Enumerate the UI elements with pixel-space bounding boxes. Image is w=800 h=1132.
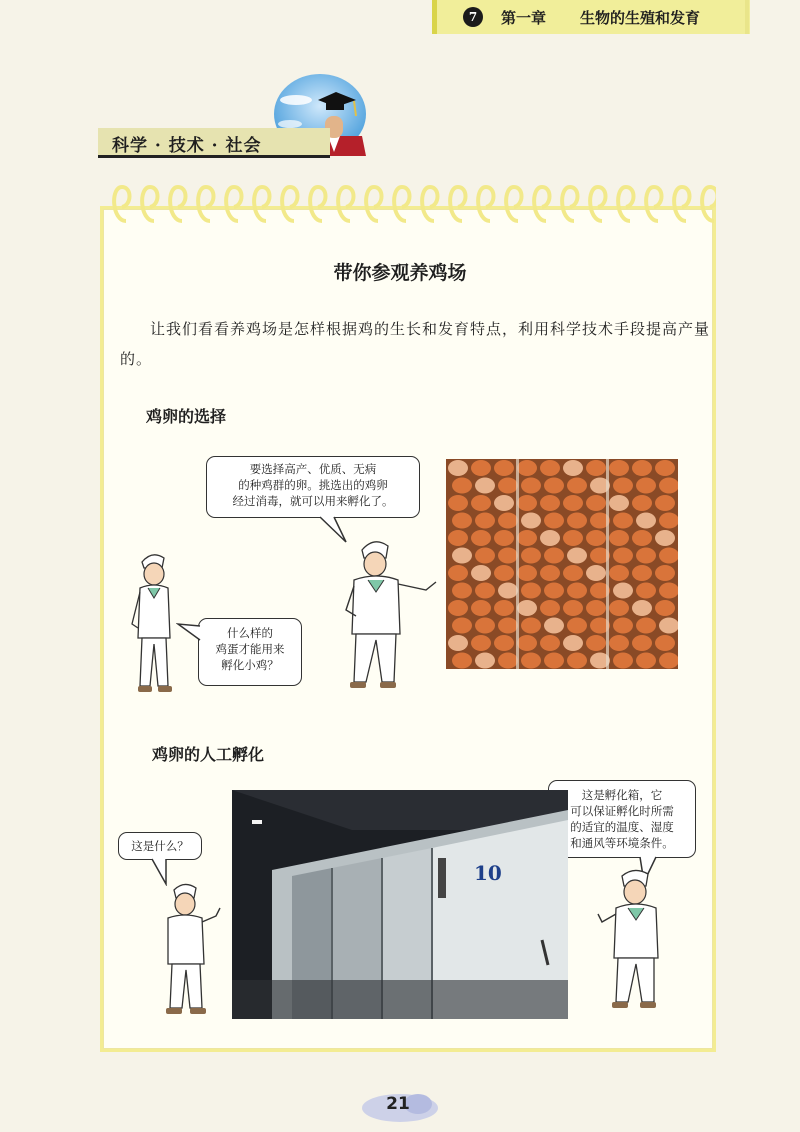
egg — [452, 548, 472, 564]
egg — [544, 583, 564, 599]
egg — [452, 653, 472, 669]
egg — [655, 495, 675, 511]
egg — [567, 548, 587, 564]
egg — [636, 478, 656, 494]
egg — [544, 478, 564, 494]
student-speech-bubble — [198, 618, 302, 686]
egg — [475, 548, 495, 564]
spiral-ring — [198, 187, 213, 221]
egg — [613, 513, 633, 529]
worker-explanation-bubble — [548, 780, 696, 858]
spiral-ring — [478, 187, 493, 221]
egg — [517, 635, 537, 651]
chapter-number-badge: 7 — [463, 7, 483, 27]
egg — [636, 618, 656, 634]
worker-speech-bubble — [206, 456, 420, 518]
egg — [613, 618, 633, 634]
egg — [563, 565, 583, 581]
egg — [609, 530, 629, 546]
tray-rail — [606, 459, 609, 669]
worker-figure — [336, 536, 446, 696]
egg — [448, 495, 468, 511]
eggs-tray-photo — [446, 459, 678, 669]
egg — [448, 530, 468, 546]
egg — [517, 530, 537, 546]
spiral-ring — [338, 187, 353, 221]
egg — [521, 618, 541, 634]
spiral-ring — [646, 187, 661, 221]
egg — [494, 530, 514, 546]
egg — [609, 495, 629, 511]
egg — [655, 635, 675, 651]
egg — [540, 600, 560, 616]
egg — [471, 460, 491, 476]
egg — [567, 618, 587, 634]
tray-rail — [516, 459, 519, 669]
egg — [563, 495, 583, 511]
chapter-label: 第一章 — [501, 8, 547, 27]
egg — [521, 653, 541, 669]
incubator-number: 10 — [474, 861, 502, 885]
egg — [498, 618, 518, 634]
egg — [632, 460, 652, 476]
egg — [636, 513, 656, 529]
egg — [448, 460, 468, 476]
egg — [452, 478, 472, 494]
spiral-ring — [562, 187, 577, 221]
spiral-ring — [142, 187, 157, 221]
page-number: 21 — [386, 1094, 410, 1114]
egg — [498, 653, 518, 669]
egg — [540, 565, 560, 581]
egg — [655, 600, 675, 616]
egg — [521, 548, 541, 564]
egg — [563, 635, 583, 651]
egg — [613, 653, 633, 669]
egg — [632, 600, 652, 616]
egg — [609, 635, 629, 651]
egg — [452, 513, 472, 529]
spiral-ring — [282, 187, 297, 221]
egg — [632, 635, 652, 651]
spiral-ring — [590, 187, 605, 221]
spiral-ring — [114, 187, 129, 221]
egg-selection-heading: 鸡卵的选择 — [146, 407, 227, 426]
egg — [540, 495, 560, 511]
spiral-ring — [254, 187, 269, 221]
egg — [475, 513, 495, 529]
egg — [498, 478, 518, 494]
egg — [498, 513, 518, 529]
egg — [471, 600, 491, 616]
egg — [609, 565, 629, 581]
bubble-line: 经过消毒，就可以用来孵化了。 — [232, 494, 394, 508]
egg — [498, 583, 518, 599]
spiral-ring — [450, 187, 465, 221]
egg — [540, 460, 560, 476]
spiral-ring — [534, 187, 549, 221]
egg — [494, 495, 514, 511]
student-question-bubble — [118, 832, 202, 860]
bubble-line: 的种鸡群的卵。挑选出的鸡卵 — [238, 478, 388, 492]
egg — [636, 653, 656, 669]
egg — [586, 530, 606, 546]
spiral-ring — [226, 187, 241, 221]
box-title: 带你参观养鸡场 — [333, 262, 467, 284]
egg — [448, 600, 468, 616]
bubble-line: 这是什么？ — [131, 839, 189, 853]
intro-paragraph — [120, 314, 720, 374]
student-pointing-figure — [156, 880, 226, 1020]
spiral-ring — [618, 187, 633, 221]
egg — [586, 600, 606, 616]
egg — [494, 565, 514, 581]
egg — [448, 565, 468, 581]
egg — [475, 478, 495, 494]
intro-text: 让我们看看养鸡场是怎样根据鸡的生长和发育特点，利用科学技术手段提高产量的。 — [120, 320, 711, 368]
egg — [540, 530, 560, 546]
student-figure — [126, 548, 186, 698]
egg — [517, 565, 537, 581]
egg — [471, 565, 491, 581]
running-header — [432, 0, 750, 34]
egg — [517, 495, 537, 511]
spiral-ring — [310, 187, 325, 221]
bubble-line: 孵化小鸡？ — [221, 658, 279, 672]
spiral-ring — [422, 187, 437, 221]
egg — [517, 600, 537, 616]
egg — [540, 635, 560, 651]
bubble-line: 这是孵化箱，它 — [581, 788, 663, 802]
egg — [613, 583, 633, 599]
egg — [521, 478, 541, 494]
egg — [636, 583, 656, 599]
egg — [448, 635, 468, 651]
egg — [613, 548, 633, 564]
spiral-ring — [506, 187, 521, 221]
egg — [521, 513, 541, 529]
spiral-ring — [702, 187, 716, 221]
worker-gesturing-figure — [596, 866, 676, 1016]
egg — [632, 495, 652, 511]
egg — [586, 495, 606, 511]
bubble-line: 要选择高产、优质、无病 — [249, 462, 377, 476]
chapter-title: 生物的生殖和发育 — [580, 8, 701, 27]
egg — [494, 460, 514, 476]
egg — [544, 653, 564, 669]
bubble-line: 的适宜的温度、湿度 — [570, 820, 674, 834]
egg — [475, 653, 495, 669]
egg — [613, 478, 633, 494]
spiral-ring — [674, 187, 689, 221]
spiral-ring — [170, 187, 185, 221]
egg — [498, 548, 518, 564]
egg — [452, 583, 472, 599]
spiral-binding — [104, 181, 716, 227]
egg — [494, 635, 514, 651]
egg — [632, 530, 652, 546]
section-banner — [98, 128, 330, 158]
egg — [655, 565, 675, 581]
bubble-line: 可以保证孵化时所需 — [570, 804, 674, 818]
incubator-photo — [232, 790, 568, 1019]
egg — [586, 565, 606, 581]
egg — [544, 513, 564, 529]
egg — [563, 600, 583, 616]
section-banner-text: 科学 · 技术 · 社会 — [112, 136, 262, 156]
egg — [586, 635, 606, 651]
egg — [567, 513, 587, 529]
egg — [521, 583, 541, 599]
egg — [586, 460, 606, 476]
bubble-line: 和通风等环境条件。 — [570, 836, 674, 850]
egg — [655, 460, 675, 476]
egg — [544, 548, 564, 564]
egg — [494, 600, 514, 616]
egg — [655, 530, 675, 546]
egg — [563, 460, 583, 476]
egg — [452, 618, 472, 634]
egg — [609, 460, 629, 476]
egg — [475, 618, 495, 634]
bubble-line: 什么样的 — [227, 626, 273, 640]
header-edge — [745, 0, 749, 34]
egg — [544, 618, 564, 634]
spiral-ring — [394, 187, 409, 221]
egg — [475, 583, 495, 599]
egg — [471, 495, 491, 511]
spiral-ring — [366, 187, 381, 221]
egg — [567, 478, 587, 494]
egg — [636, 548, 656, 564]
egg — [471, 530, 491, 546]
incubation-heading: 鸡卵的人工孵化 — [152, 745, 265, 764]
egg — [567, 583, 587, 599]
egg — [471, 635, 491, 651]
egg — [567, 653, 587, 669]
egg — [609, 600, 629, 616]
egg — [517, 460, 537, 476]
bubble-line: 鸡蛋才能用来 — [215, 642, 285, 656]
egg — [632, 565, 652, 581]
egg — [563, 530, 583, 546]
